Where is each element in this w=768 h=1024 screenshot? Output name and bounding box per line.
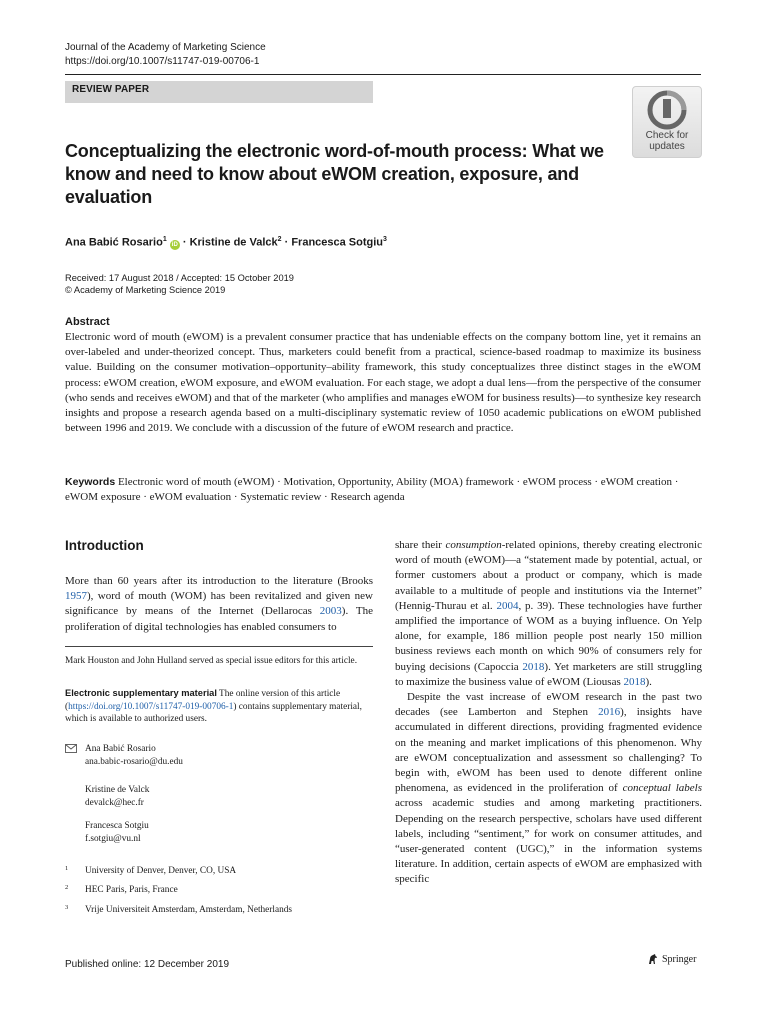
- citation-link[interactable]: 2016: [598, 706, 621, 719]
- abstract-heading: Abstract: [65, 316, 110, 328]
- intro-paragraph: [395, 538, 702, 690]
- text-run: ). The proliferation of digital technologies has enabled consumers to: [65, 605, 373, 633]
- envelope-icon: [65, 744, 77, 753]
- affiliation: [65, 863, 236, 877]
- text-run: More than 60 years after its introduction to the literature (Brooks: [65, 575, 373, 587]
- affiliation-number: 2: [65, 884, 69, 891]
- affiliation-text: HEC Paris, Paris, France: [85, 885, 178, 895]
- intro-left-paragraph: [65, 574, 373, 635]
- contact-entry: [85, 820, 149, 845]
- orcid-icon[interactable]: iD: [171, 241, 178, 248]
- check-for-updates-line1: Check for: [645, 130, 689, 141]
- contact-name: Francesca Sotgiu: [85, 821, 149, 831]
- author-list: [65, 233, 387, 250]
- abstract-text: Electronic word of mouth (eWOM) is a prevalent consumer practice that has undeniable effects on the company bottom line, yet it remains an over-labeled and under-theorized concept. Thus, marketers could benefit from a practical, science-based roadmap to maximize its business value. Building on the consumer motivation–opportunity–ability framework, this study conceptualizes three distinct stages in the eWOM process: eWOM creation, eWOM exposure, and eWOM evaluation. For each stage, we adopt a dual lens—from the perspective of the consumer (who sends and receives eWOM) and that of the marketer (who amplifies and manages eWOM for business results)—to synthesize key research insights and propose a research agenda based on a multi-disciplinary systematic review of 1050 academic publications on eWOM published between 1996 and 2019. We conclude with a discussion of the future of eWOM research and practice.: [65, 331, 701, 435]
- article-doi[interactable]: https://doi.org/10.1007/s11747-019-00706-1: [65, 56, 260, 67]
- affiliation-text: Vrije Universiteit Amsterdam, Amsterdam, Netherlands: [85, 905, 293, 915]
- introduction-heading: Introduction: [65, 538, 144, 553]
- journal-header: [65, 41, 266, 69]
- contact-email[interactable]: ana.babic-rosario@du.edu: [85, 756, 183, 767]
- check-for-updates-icon: [646, 90, 688, 130]
- author-affiliation-ref: 2: [277, 236, 282, 243]
- article-dates: [65, 272, 294, 296]
- emphasis: consumption: [445, 539, 502, 551]
- affiliation: [65, 902, 292, 916]
- contact-name: Kristine de Valck: [85, 785, 150, 795]
- text-run: , p. 39). These technologies have further amplified the importance of WOM as a buying influence. On Yelp alone, for example, 186 million people post nearly 150 million business reviews each month on which 90% of consumers rely for buying decisions (Capoccia: [395, 599, 702, 673]
- author-separator: ·: [182, 236, 187, 249]
- intro-right-column: [395, 538, 702, 888]
- springer-horse-icon: [647, 953, 659, 965]
- text-run: ), insights have accumulated in different directions, providing fragmented evidence on the meaning and market implications of this phenomenon. Why are eWOM conceptualization and assessment so challenging? To begin with, eWOM has been used to denote different online phenomena, as evidenced in the proliferation of: [395, 706, 702, 795]
- author-affiliation-ref: 3: [383, 236, 387, 243]
- text-run: share their: [395, 539, 446, 551]
- affiliation-number: 3: [65, 904, 69, 911]
- citation-link[interactable]: 2004: [496, 599, 519, 612]
- contact-email[interactable]: devalck@hec.fr: [85, 797, 144, 808]
- text-run: ). Yet marketers are still struggling to maximize the business value of eWOM (Liousas: [395, 660, 702, 688]
- keywords-label: Keywords: [65, 476, 116, 488]
- contact-entry: [85, 784, 149, 809]
- header-rule: [65, 74, 701, 75]
- journal-name: Journal of the Academy of Marketing Science: [65, 42, 266, 53]
- emphasis: conceptual labels: [622, 782, 702, 795]
- author-affiliation-ref: 1: [162, 236, 167, 243]
- article-title: Conceptualizing the electronic word-of-mouth process: What we know and need to know about eWOM creation, exposure, and evaluation: [65, 141, 604, 207]
- text-run: The online version of this article (: [65, 689, 341, 712]
- contact-entry: [85, 743, 183, 768]
- published-date: Published online: 12 December 2019: [65, 959, 229, 970]
- citation-link[interactable]: 2018: [522, 660, 545, 673]
- received-accepted: Received: 17 August 2018 / Accepted: 15 October 2019: [65, 273, 294, 283]
- keywords: [65, 475, 701, 505]
- affiliation-text: University of Denver, Denver, CO, USA: [85, 866, 237, 876]
- citation-link[interactable]: 1957: [65, 590, 87, 603]
- contact-list: [65, 743, 373, 843]
- contact-email[interactable]: f.sotgiu@vu.nl: [85, 833, 141, 844]
- author-separator: ·: [284, 236, 289, 249]
- section-label: REVIEW PAPER: [65, 81, 373, 103]
- author-name[interactable]: Kristine de Valck: [189, 236, 278, 249]
- contact-name: Ana Babić Rosario: [85, 744, 156, 754]
- text-run: ).: [645, 675, 652, 688]
- text-run: ), word of mouth (WOM) has been revitalized and given new significance by means of the Internet (Dellarocas: [65, 590, 373, 618]
- affiliation-number: 1: [65, 865, 69, 872]
- citation-link[interactable]: 2018: [623, 675, 646, 688]
- check-for-updates-button[interactable]: [632, 86, 702, 158]
- keywords-text: Electronic word of mouth (eWOM) · Motivation, Opportunity, Ability (MOA) framework · eWOM process · eWOM creation · eWOM exposure · eWOM evaluation · Systematic review · Research agenda: [65, 476, 679, 504]
- editors-note: Mark Houston and John Hulland served as special issue editors for this article.: [65, 656, 358, 666]
- check-for-updates-line2: updates: [649, 141, 685, 152]
- publisher-logo: [647, 953, 696, 965]
- author-name[interactable]: Francesca Sotgiu: [291, 236, 384, 249]
- text-run: Despite the vast increase of eWOM research in the past two decades (see Lamberton and Stephen: [395, 691, 702, 719]
- affiliation-list: [65, 863, 373, 923]
- copyright: © Academy of Marketing Science 2019: [65, 285, 226, 295]
- esm-label: Electronic supplementary material: [65, 688, 217, 698]
- supplementary-note: [65, 687, 373, 726]
- author-name[interactable]: Ana Babić Rosario: [65, 236, 163, 249]
- text-run: ) contains supplementary material, which is available to authorized users.: [65, 701, 362, 724]
- intro-paragraph: [395, 690, 702, 888]
- footnote-rule: [65, 646, 373, 647]
- citation-link[interactable]: 2003: [319, 605, 342, 618]
- text-run: -related opinions, thereby creating electronic word of mouth (eWOM)—a “statement made by potential, actual, or former customers about a product or company, which is made available to a multitude of people and institutions via the Internet” (Hennig-Thurau et al.: [395, 539, 702, 612]
- esm-link[interactable]: https://doi.org/10.1007/s11747-019-00706-1: [68, 701, 234, 712]
- affiliation: [65, 882, 178, 896]
- publisher-name: Springer: [662, 953, 697, 965]
- text-run: across academic studies and among marketing practitioners. Depending on the research perspective, scholars have used different labels, including “sentiment,” for work on consumer attitudes, and “user-generated content (UGC),” in the information systems literature. In addition, certain aspects of eWOM are emphasized with specific: [395, 797, 702, 886]
